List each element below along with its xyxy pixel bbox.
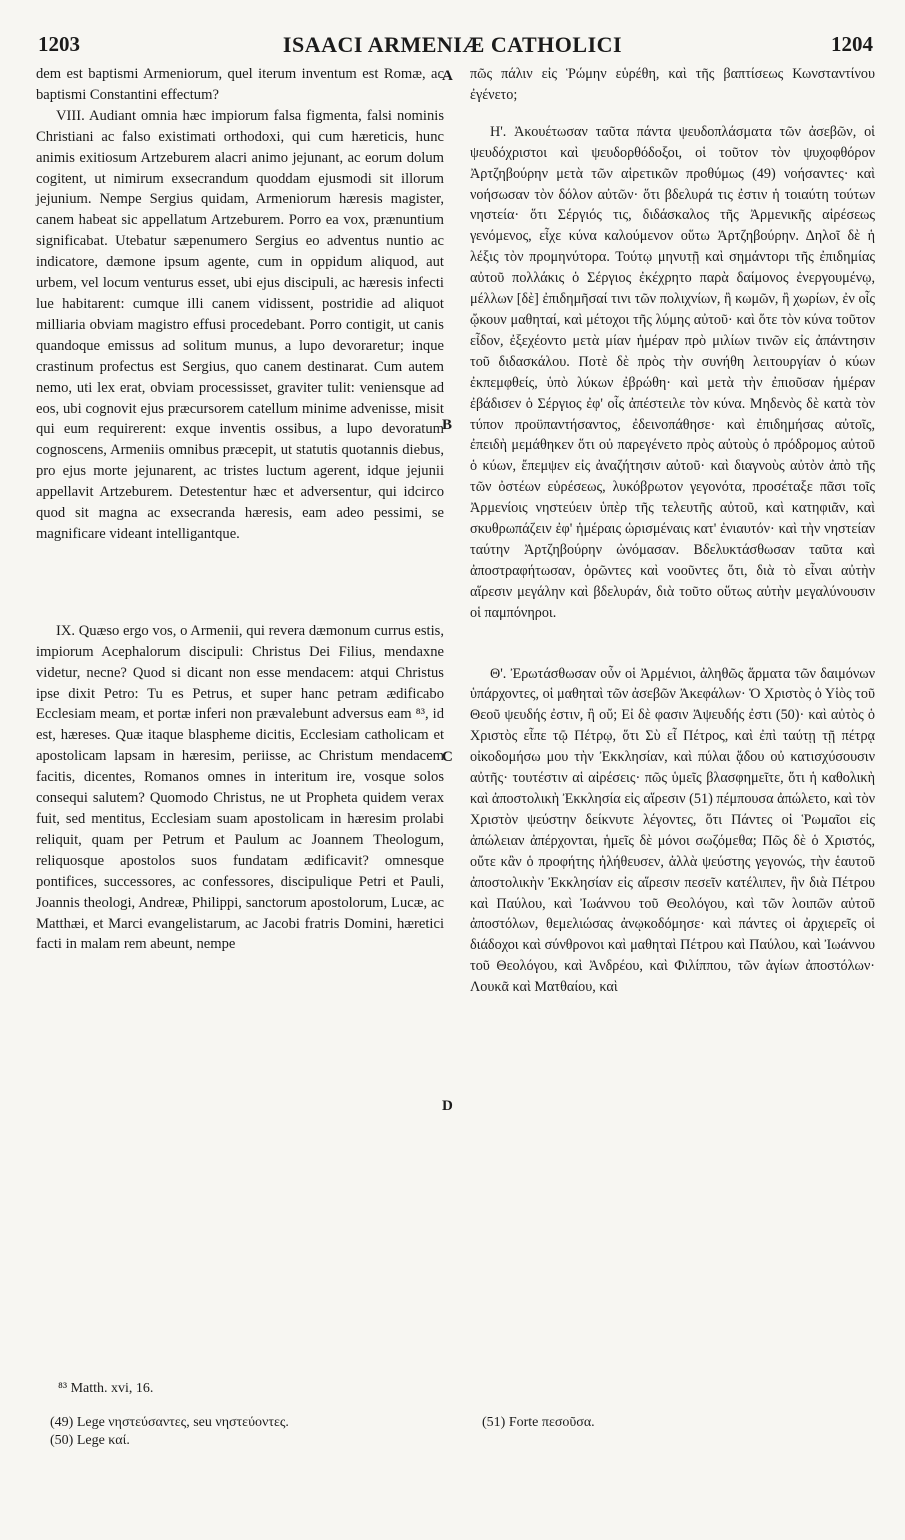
latin-intro: dem est baptismi Armeniorum, quel iterum inventum est Romæ, ac baptismi Constantini effectum? [36,66,444,103]
footnotes-left [50,1414,289,1450]
greek-section-h: Η'. Ἀκουέτωσαν ταῦτα πάντα ψευδοπλάσματα τῶν ἀσεβῶν, οἱ ψευδόχριστοι καὶ ψευδορθόδοξοι, οἱ τοῦτον τὸν ψυχοφθόρον Ἀρτζηβούρην μετὰ τῶν αἱρετικῶν προθύμως (49) νοήσαντες· καὶ νοήσωσαν τὸν δόλον αὐτῶν· ὅτι βδελυρά τις ἐστιν ἡ τοιαύτη τούτων νηστεία· ὅτι Σέργιός τις, διδάσκαλος τῆς Ἀρμενικῆς αἱρέσεως γενόμενος, εἶχε κύνα καλούμενον οὕτω Ἀρτζηβούρην. Δηλοῖ δὲ ἡ λέξις τὸν προμηνύτορα. Τούτῳ μηνυτῇ καὶ σημάντορι τῆς ἐπιδημίας αὐτοῦ πολλάκις ὁ Σέργιος ἐκέχρητο παρὰ δαίμονος ἐνεργουμένῳ, μέλλων [δὲ] ἐπιδημῆσαί τινι τῶν πολιχνίων, ἢ κωμῶν, ἢ χωρίων, ἐν οἷς ᾤκουν μαθηταί, καὶ μέτοχοι τῆς λύμης αὐτοῦ· καὶ ὅτε τὸν κύνα τοῦτον εἶδον, ἐξεχέοντο μετὰ μίαν ἡμέραν πρὸ μιλίων τινῶν εἰς ἀπάντησιν τοῦ διδασκάλου. Ποτὲ δὲ πρὸς τὴν συνήθη λειτουργίαν ὁ κύων ἐκπεμφθείς, ὑπὸ λύκων ἐβρώθη· καὶ μετὰ τὴν ἐπιοῦσαν ἡμέραν ἐβάδισεν ὁ Σέργιος ἐφ' οἷς ἀπέστειλε τὸν κύνα. Μηδενὸς δὲ κατὰ τὸν τύπον προϋπαντήσαντος, ἐδεινοπάθησε· καὶ ἐπιδημήσας αὐτοῖς, ἐπειδὴ μεμάθηκεν ὅτι οὐ παρεγένετο πρὸς αὐτοὺς ὁ πρόδρομος αὐτοῦ ὁ κύων, ἔπεμψεν εἰς ἀναζήτησιν αὐτοῦ· καὶ διαγνοὺς αὐτὸν ἀπὸ τῆς τῶν ὀστέων εὑρέσεως, λυκόβρωτον γεγονότα, προσέταξε πᾶσι τοῖς Ἀρμενίοις νηστεύειν ὑπὲρ τῆς τελευτῆς αὐτοῦ, καὶ κατηφιᾶν, καὶ σκυθρωπάζειν ἐφ' ἡμέραις ὡρισμέναις κατ' ἐνιαυτόν· καὶ τὴν νηστείαν ταύτην Ἀρτζηβούρην ὠνόμασαν. Βδελυκτάσθωσαν ταῦτα καὶ ἀποστραφήτωσαν, ὁρῶντες καὶ νοοῦντες ὅτι, διὰ τὸ εἶναι αὐτὴν αἵρεσιν μεγάλην καὶ βδελυράν, διὰ τοῦτο οὕτως αὐτὴν μεγαλύνουσιν οἱ παμπόνηροι. [470,123,875,621]
page-number-right: 1204 [831,32,873,56]
margin-marker-b: B [442,417,453,433]
greek-column [470,64,875,998]
footnote-49: (49) Lege νηστεύσαντες, seu νηστεύοντες. [50,1415,289,1430]
scripture-footnote: ⁸³ Matth. xvi, 16. [58,1381,154,1396]
page-number-left: 1203 [38,32,80,56]
latin-section-ix: IX. Quæso ergo vos, o Armenii, qui revera dæmonum currus estis, impiorum Acephalorum discipuli: Christus Dei Filius, mendaxne videtur, necne? Quod si dicant non esse mendacem: atqui Christus ipse dixit Petro: Tu es Petrus, et super hanc petram ædificabo Ecclesiam meam, et portæ inferi non prævalebunt adversus eam ⁸³, id est, hæreses. Quæ itaque blaspheme dicitis, Ecclesiam catholicam et apostolicam lapsam in hæresim, periisse, ac Christum mendacem facitis, dicentes, Romanos omnes in interitum ire, vosque solos consequi salutem? Quomodo Christus, ne ut Propheta quidem verax fuit, sed mentitus, Ecclesiam suam apostolicam in hæresim prolabi reliquit, quam per Petrum et Paulum ac Joannem Theologum, reliquosque apostolos suos fundatam ædificavit? omnesque pontifices, successores, ac confessores, discipulique Petri et Pauli, Joannis theologi, Andreæ, Philippi, sanctorum apostolorum, Lucæ, ac Matthæi, et Marci evangelistarum, ac Jacobi fratris Domini, hæretici facti in malam rem abeunt, nempe [36,622,444,953]
margin-marker-a: A [442,68,453,84]
latin-column [36,64,444,955]
greek-intro: πῶς πάλιν εἰς Ῥώμην εὑρέθη, καὶ τῆς βαπτίσεως Κωνσταντίνου ἐγένετο; [470,66,875,103]
greek-section-th: Θ'. Ἐρωτάσθωσαν οὖν οἱ Ἀρμένιοι, ἀληθῶς ἅρματα τῶν δαιμόνων ὑπάρχοντες, οἱ μαθηταὶ τῶν ἀσεβῶν Ἀκεφάλων· Ὁ Χριστὸς ὁ Υἱὸς τοῦ Θεοῦ ψευδής ἐστιν, ἢ οὔ; Εἰ δὲ φασιν Ἀψευδής ἐστι (50)· καὶ αὐτὸς ὁ Χριστὸς εἶπε τῷ Πέτρῳ, ὅτι Σὺ εἶ Πέτρος, καὶ ἐπὶ ταύτῃ τῇ πέτρᾳ οἰκοδομήσω μου τὴν Ἐκκλησίαν, καὶ πύλαι ᾅδου οὐ κατισχύσουσιν αὐτῆς· τουτέστιν αἱ αἱρέσεις· πῶς ὑμεῖς βλασφημεῖτε, ὅτι ἡ καθολικὴ καὶ ἀποστολικὴ Ἐκκλησία εἰς αἵρεσιν (51) πέμπουσα ἀπώλετο, καὶ τὸν Χριστὸν ψεύστην δείκνυτε λέγοντες, ὅτι Πάντες οἱ Ῥωμαῖοι εἰς ἀπώλειαν ἀπέρχονται, ἡμεῖς δὲ μόνοι σωζόμεθα; Πῶς δὲ ὁ Χριστός, οὔτε κἂν ὁ προφήτης ἠλήθευσεν, ἀλλὰ ψεύστης γεγονώς, τὴν ἑαυτοῦ ἀποστολικὴν Ἐκκλησίαν εἰς αἵρεσιν πεσεῖν κατέλιπεν, ἣν διὰ Πέτρου καὶ Παύλου, καὶ Ἰωάννου τοῦ Θεολόγου, καὶ τῶν λοιπῶν αὐτοῦ ἀποστόλων, θεμελιώσας ἀνῳκοδόμησε· καὶ πάντες οἱ ἀρχιερεῖς οἱ διάδοχοι καὶ σύνθρονοι καὶ μαθηταὶ Πέτρου καὶ Παύλου, καὶ Ἰωάννου τοῦ Θεολόγου, καὶ Ἀνδρέου, καὶ Φιλίππου, τῶν ἁγίων ἀποστόλων· Λουκᾶ καὶ Ματθαίου, καὶ [470,665,875,996]
running-header [30,32,875,62]
footnote-51: (51) Forte πεσοῦσα. [482,1415,595,1430]
margin-marker-d: D [442,1098,453,1114]
footnotes-right [482,1414,595,1432]
running-title: ISAACI ARMENIÆ CATHOLICI [282,32,623,57]
footnote-50: (50) Lege καί. [50,1433,130,1448]
margin-marker-c: C [442,749,453,765]
latin-section-viii: VIII. Audiant omnia hæc impiorum falsa figmenta, falsi nominis Christiani ac falso existimati orthodoxi, qui cum hæreticis, hunc animis exitiosum Artzeburem alacri animo jejunant, ac eorum dolum cogitent, ut nimirum exsecrandum quoddam ejusmodi sit illorum jejunium. Nempe Sergius quidam, Armeniorum hæresis magister, canem habeat sic appellatum Artzeburem. Porro ea vox, prænuntium significabat. Utebatur sæpenumero Sergius eo adventus nuntio ac indicatore, dæmone ipsum agente, cum in oppidum aliquod, aut urbem, vel locum venturus esset, ubi ejus discipuli, ac hæresis infecti lue habitarent: cumque illi canem vidissent, postridie ad aliquot milliaria obviam magistro effusi procedebant. Porro contigit, ut canis quandoque emissus ad solitum munus, a lupo devoraretur; inque crastinum profectus est Sergius, quo canem destinarat. Cum autem nemo, uti lex erat, obviam processisset, graviter tulit: veniensque ad eos, ubi cognovit ejus præcursorem catellum minime advenisse, misit qui eum requirerent: exque inventis ossibus, a lupo devoratum cognoscens, Armeniis omnibus præcepit, ut statutis quotannis diebus, pro ejus morte jejunarent, ac tristes luctum agerent, idque jejunii appellavit Artzeburem. Detestentur hæc et adversentur, qui idcirco quod sit magna ac exsecranda hæresis, eam adeo pessimi, se magnificare videant intelligantque. [36,107,444,542]
